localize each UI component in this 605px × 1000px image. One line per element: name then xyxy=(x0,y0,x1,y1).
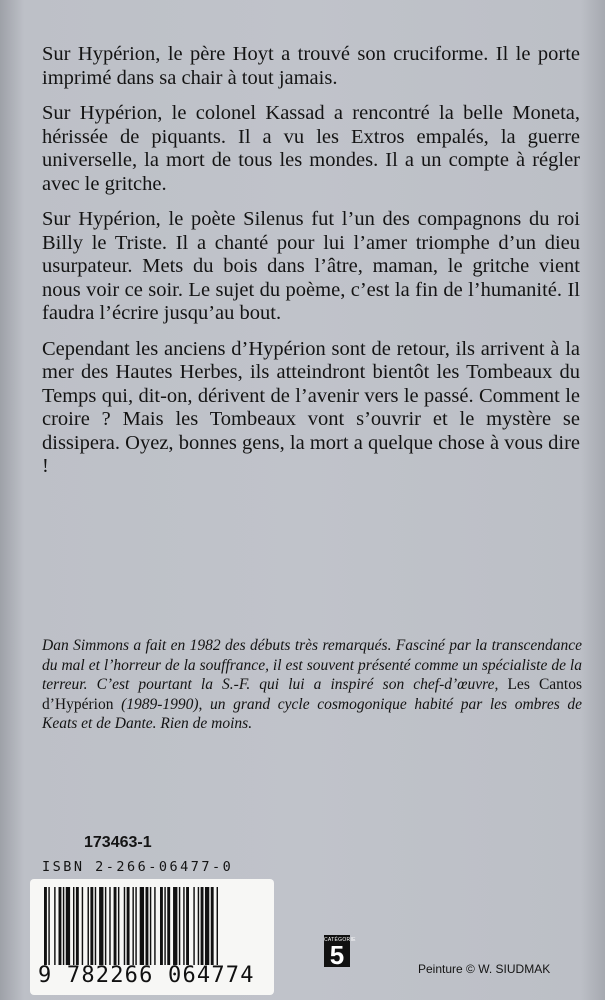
category-number: 5 xyxy=(329,940,345,970)
barcode-bar xyxy=(44,887,47,965)
blurb-paragraph: Sur Hypérion, le colonel Kassad a rencontré la belle Moneta, hérissée de piquants. Il a vu les Extros empalés, la guerre universelle, la mort de tous les mondes. Il a un compte à régler avec le gritche. xyxy=(42,102,580,195)
book-title: Les Cantos d’Hypérion xyxy=(42,676,583,713)
barcode-bar xyxy=(63,887,64,965)
author-bio xyxy=(42,636,582,734)
author-bio-text: Dan Simmons a fait en 1982 des débuts très remarqués. Fasciné par la transcendance du mal et l’horreur de la souffrance, il est souvent présenté comme un spécialiste de la terreur. C’est pourtant la S.-F. qui lui a inspiré son chef-d’œuvre, xyxy=(42,637,582,693)
category-badge xyxy=(324,935,356,970)
barcode-bar xyxy=(99,887,103,965)
barcode-bar xyxy=(217,887,218,965)
blurb-paragraph: Sur Hypérion, le poète Silenus fut l’un des compagnons du roi Billy le Triste. Il a chanté pour lui l’amer triomphe d’un dieu usurpateur. Mets du bois dans l’âtre, maman, le gritche vient nous voir ce soir. Le sujet du poème, c’est la fin de l’humanité. Il faudra l’écrire jusqu’au bout. xyxy=(42,208,580,324)
barcode-bar xyxy=(150,887,151,965)
barcode-bar xyxy=(73,887,74,965)
barcode-bar xyxy=(118,887,119,965)
barcode-bar xyxy=(105,887,106,965)
category-label: CATÉGORIE xyxy=(324,937,356,943)
isbn-number: ISBN 2-266-06477-0 xyxy=(42,859,234,875)
blurb-paragraph: Sur Hypérion, le père Hoyt a trouvé son cruciforme. Il le porte imprimé dans sa chair à tout jamais. xyxy=(42,43,580,89)
barcode-bar xyxy=(59,887,62,965)
barcode-bar xyxy=(146,887,149,965)
blurb-paragraph: Cependant les anciens d’Hypérion sont de retour, ils arrivent à la mer des Hautes Herbes, ils atteindront bientôt les Tombeaux du Temps qui, dit-on, dérivent de l’avenir vers le passé. Comment le croire ? Mais les Tombeaux vont s’ouvrir et le mystère se dissipera. Oyez, bonnes gens, la mort a quelque chose à vous dire ! xyxy=(42,337,580,477)
publisher-code: 173463-1 xyxy=(84,834,152,851)
barcode-bar xyxy=(114,887,117,965)
barcode-bar xyxy=(140,887,144,965)
barcode-bar xyxy=(183,887,184,965)
barcode-bar xyxy=(48,887,49,965)
barcode-bar xyxy=(82,887,83,965)
barcode-bar xyxy=(201,887,204,965)
barcode-bar xyxy=(193,887,194,965)
barcode-bar xyxy=(160,887,163,965)
barcode-bar xyxy=(186,887,189,965)
author-bio-text-end: (1989-1990), un grand cycle cosmogonique habité par les ombres de Keats et de Dante. Rien de moins. xyxy=(42,695,582,732)
barcode-bar xyxy=(132,887,133,965)
cover-art-credit: Peinture © W. SIUDMAK xyxy=(418,962,551,976)
barcode-bar xyxy=(179,887,180,965)
barcode-bar xyxy=(90,887,93,965)
barcode-bar xyxy=(211,887,214,965)
barcode-bar xyxy=(76,887,79,965)
barcode-bar xyxy=(205,887,209,965)
barcode-bar xyxy=(88,887,89,965)
barcode-bar xyxy=(109,887,110,965)
barcode-bar xyxy=(124,887,125,965)
barcode-bar xyxy=(173,887,177,965)
barcode-bar xyxy=(66,887,70,965)
barcode-bar xyxy=(127,887,130,965)
barcode xyxy=(30,879,274,995)
barcode-bar xyxy=(154,887,155,965)
barcode-bar xyxy=(54,887,55,965)
barcode-bar xyxy=(135,887,136,965)
barcode-bar xyxy=(198,887,199,965)
barcode-digits: 9 782266 064774 xyxy=(38,963,255,988)
back-cover-blurb xyxy=(42,43,580,491)
barcode-bar xyxy=(164,887,165,965)
barcode-bar xyxy=(167,887,170,965)
barcode-bars xyxy=(44,887,260,967)
barcode-bar xyxy=(95,887,96,965)
